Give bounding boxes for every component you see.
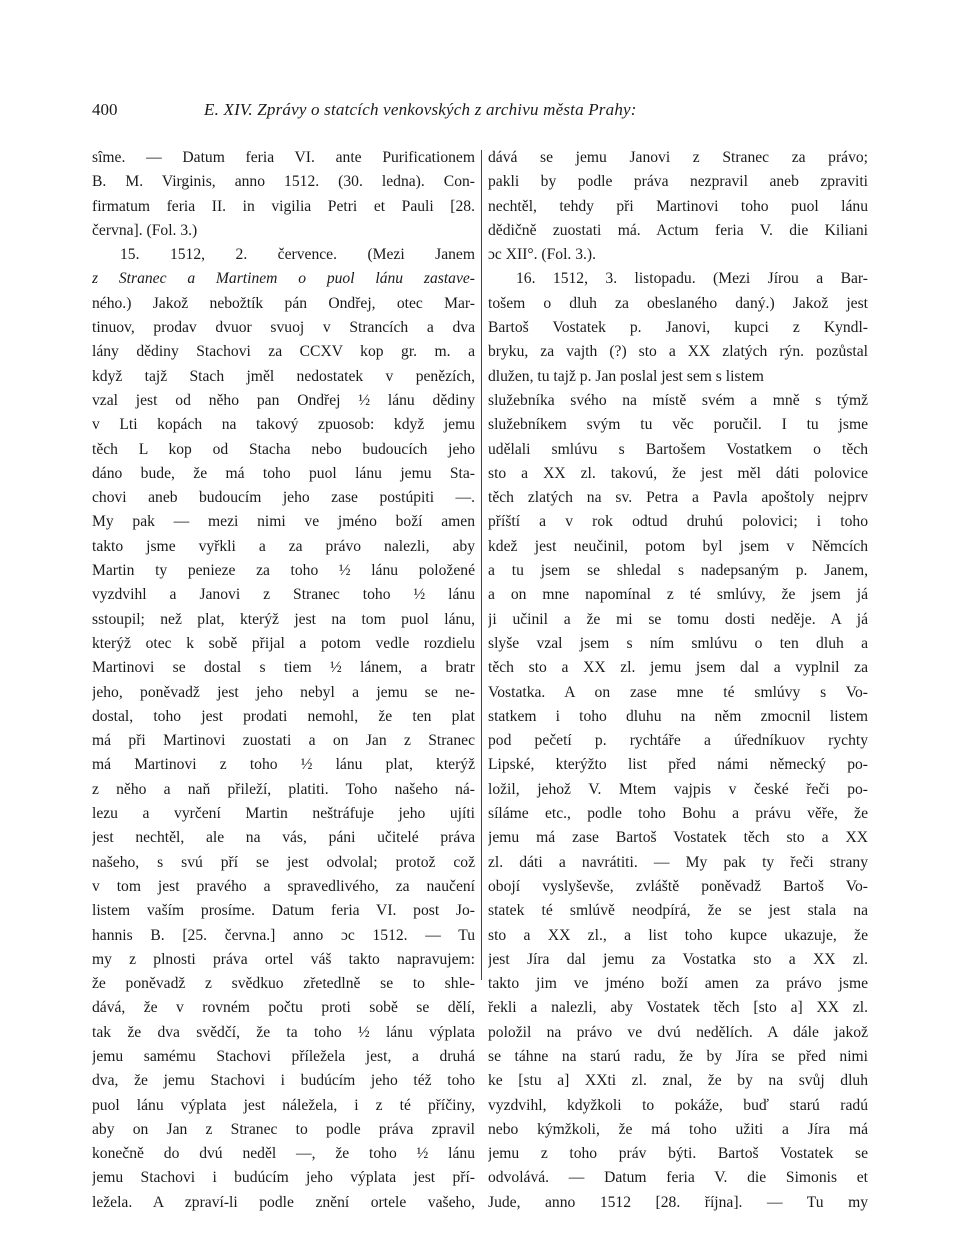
text-line: jest nechtěl, ale na vás, páni učitelé práva [92, 829, 475, 847]
text-line: statek té smlúvě neodpírá, že se jest stala na [488, 902, 868, 920]
text-line: 15. 1512, 2. července. (Mezi Janem [120, 246, 475, 264]
text-line: vyzdvihl, kdyžkoli to pokáže, buď starú radú [488, 1096, 868, 1114]
text-line: obojí vyslyševše, zvláště poněvadž Bartoš Vo- [488, 877, 868, 895]
text-line: jeho, poněvadž jest jeho nebyl a jemu se ne- [92, 683, 475, 701]
text-line: odvolává. — Datum feria V. die Simonis et [488, 1169, 868, 1187]
text-line: 16. 1512, 3. listopadu. (Mezi Jírou a Bar- [516, 270, 868, 288]
text-line: června]. (Fol. 3.) [92, 221, 198, 239]
text-line: ležela. A zpraví-li podle znění ortele vašeho, [92, 1193, 475, 1211]
text-line: puol lánu výplata jest náležela, i z té příčiny, [92, 1096, 475, 1114]
text-line: takto jsme vyřkli a za právo nalezli, aby [92, 537, 475, 555]
text-line: když tajž Stach jměl nedostatek v penězích, [92, 367, 475, 385]
text-line: Bartoš Vostatek p. Janovi, kupci z Kyndl- [488, 319, 868, 337]
text-line: ke [stu a] XXti zl. znal, že by na svůj dluh [488, 1072, 868, 1090]
text-line: B. M. Virginis, anno 1512. (30. ledna). Con- [92, 173, 475, 191]
text-line: takto jim ve jméno boží amen za právo jsme [488, 975, 868, 993]
text-line: jemu z toho práv býti. Bartoš Vostatek se [488, 1145, 868, 1163]
text-line: jest Jíra dal jemu za Vostatka sto a XX zl. [488, 950, 868, 968]
text-line: konečně do dvú neděl —, že toho ½ lánu [92, 1145, 475, 1163]
text-line: my z plnosti práva ortel váš takto napravujem: [92, 950, 475, 968]
text-line: udělali smlúvu s Bartošem Vostatkem o těch [488, 440, 868, 458]
text-line: firmatum feria II. in vigilia Petri et Pauli [28. [92, 197, 475, 215]
text-line: hannis B. [25. června.] anno ɔc 1512. — Tu [92, 926, 475, 944]
text-line: těch zlatých na sv. Petra a Pavla apoštoly nejprv [488, 489, 868, 507]
text-line: má při Martinovi zuostati a on Jan z Stranec [92, 732, 475, 750]
text-line: lány dědiny Stachovi za CCXV kop gr. m. a [92, 343, 475, 361]
text-line: těch sto a XX zl. jemu jsem dal a vyplnil za [488, 659, 868, 677]
text-line: dostal, toho jest prodati nemohl, že ten plat [92, 707, 475, 725]
text-line: těch L kop od Stacha nebo budoucích jeho [92, 440, 475, 458]
text-line: statkem i toho dluhu na něm zmocnil listem [488, 707, 868, 725]
text-line: tinuov, prodav dvuor svuoj v Strancích a dva [92, 319, 475, 337]
text-line: bryku, za vajth (?) sto a XX zlatých rýn. pozůstal [488, 343, 868, 361]
text-line: sîme. — Datum feria VI. ante Purificationem [92, 149, 475, 166]
text-line: Martinovi se dostal s tiem ½ lánem, a bratr [92, 659, 475, 677]
text-line: že poněvadž z svědkuo zřetedlně se to shle- [92, 975, 475, 993]
text-line: nechtěl, tehdy při Martinovi toho puol lánu [488, 197, 868, 215]
text-line: slyše vzal jsem s ním smlúvu o ten dluh a [488, 634, 868, 652]
column-divider [481, 150, 482, 980]
text-line: zl. dáti a navrátiti. — My pak ty řeči strany [488, 853, 868, 871]
text-line: služebníka svého na místě svém a mně s týmž [488, 391, 868, 409]
text-line: ɔc XII°. (Fol. 3.). [488, 246, 596, 264]
page-number: 400 [92, 100, 118, 119]
text-line: našeho, s svú pří se jest odvolal; protož což [92, 853, 475, 871]
text-line: položil na právo ve dvú nedělích. A dále jakož [488, 1023, 868, 1041]
text-line: nebo kýmžkoli, že má toho užiti a Jíra má [488, 1120, 868, 1138]
text-line: jemu Stachovi i budúcím jeho výplata jest pří- [92, 1169, 475, 1187]
text-line: ného.) Jakož nebožtík pán Ondřej, otec Mar- [92, 294, 475, 312]
text-line: dědičně zuostati má. Actum feria V. die Kiliani [488, 221, 868, 239]
text-line: Jude, anno 1512 [28. října]. — Tu my [488, 1193, 868, 1211]
text-line: sstoupil; než plat, kterýž jest na tom puol lánu, [92, 610, 475, 628]
text-line: dva, že jemu Stachovi i budúcím jeho též toho [92, 1072, 475, 1090]
text-line: z něho a naň přileží, platiti. Toho našeho ná- [92, 780, 475, 798]
text-line: síláme etc., podle toho Bohu a právu věře, že [488, 805, 868, 823]
text-line: kterýž otec k sobě přijal a potom vedle rozdielu [92, 634, 475, 652]
text-line: jemu samému Stachovi příležela jest, a druhá [92, 1047, 475, 1065]
text-line: ji učinil a že mi se tomu dosti neděje. A já [488, 610, 868, 628]
text-line: sto a XX zl., a list toho kupce ukazuje, že [488, 926, 868, 944]
text-line: dává se jemu Janovi z Stranec za právo; [488, 149, 868, 166]
text-line: listem vaším prosíme. Datum feria VI. post Jo- [92, 902, 475, 920]
running-head: E. XIV. Zprávy o statcích venkovských z archivu města Prahy: [204, 100, 637, 119]
text-line: pakli by podle práva nezpravil aneb zpraviti [488, 173, 868, 191]
text-line: v Lti kopách na takový zpuosob: když jemu [92, 416, 475, 434]
text-line: služebníkem svým tu věc poručil. I tu jsme [488, 416, 868, 434]
text-line: a on mne napomínal z té smlúvy, že jsem já [488, 586, 868, 604]
left-column [92, 146, 475, 1215]
right-column [488, 146, 868, 1215]
text-line: pod pečetí p. rychtáře a úředníkuov rychty [488, 732, 868, 750]
text-line: ložil, jehož V. Mtem vajpis v české řeči po- [488, 780, 868, 798]
text-line: sto a XX zl. takovú, že jest měl dáti polovice [488, 464, 868, 482]
text-line: z Stranec a Martinem o puol lánu zastave- [92, 270, 475, 288]
text-line: jemu má zase Bartoš Vostatek těch sto a XX [488, 829, 868, 847]
text-line: tak že dva svědčí, že ta toho ½ lánu výplata [92, 1023, 475, 1041]
text-line: a tu jsem se shledal s nadepsaným p. Janem, [488, 562, 868, 580]
text-line: vyzdvihl a Janovi z Stranec toho ½ lánu [92, 586, 475, 604]
page-header [92, 100, 872, 126]
text-line: se táhne na starú radu, že by Jíra se před nimi [488, 1047, 868, 1065]
text-line: vzal jest od něho pan Ondřej ½ lánu dědiny [92, 391, 475, 409]
text-line: Vostatka. A on zase mne té smlúvy s Vo- [488, 683, 868, 701]
text-line: Lipské, kterýžto list před námi německý po- [488, 756, 868, 774]
text-line: dlužen, tu tajž p. Jan poslal jest sem s listem [488, 367, 764, 385]
text-line: příští a v rok odtud druhú polovici; i toho [488, 513, 868, 531]
text-line: Martin ty penieze za toho ½ lánu položené [92, 562, 475, 580]
text-line: dává, že v rovném počtu proti sobě se dělí, [92, 999, 475, 1017]
text-line: My pak — mezi nimi ve jméno boží amen [92, 513, 475, 531]
text-line: v tom jest pravého a spravedlivého, za naučení [92, 877, 475, 895]
text-line: tošem o dluh za obeslaného daný.) Jakož jest [488, 294, 868, 312]
text-line: dáno bude, že má toho puol lánu jemu Sta- [92, 464, 475, 482]
text-line: řekli a nalezli, aby Vostatek těch [sto a] XX zl. [488, 999, 868, 1017]
text-line: lezu a vyrčení Martin neštráfuje jeho ujíti [92, 805, 475, 823]
text-line: kdež jest neučinil, potom byl jsem v Němcích [488, 537, 868, 555]
text-line: má Martinovi z toho ½ lánu plat, kterýž [92, 756, 475, 774]
text-line: aby on Jan z Stranec to podle práva zpravil [92, 1120, 475, 1138]
text-line: chovi aneb budoucím jeho zase postúpiti —. [92, 489, 475, 507]
